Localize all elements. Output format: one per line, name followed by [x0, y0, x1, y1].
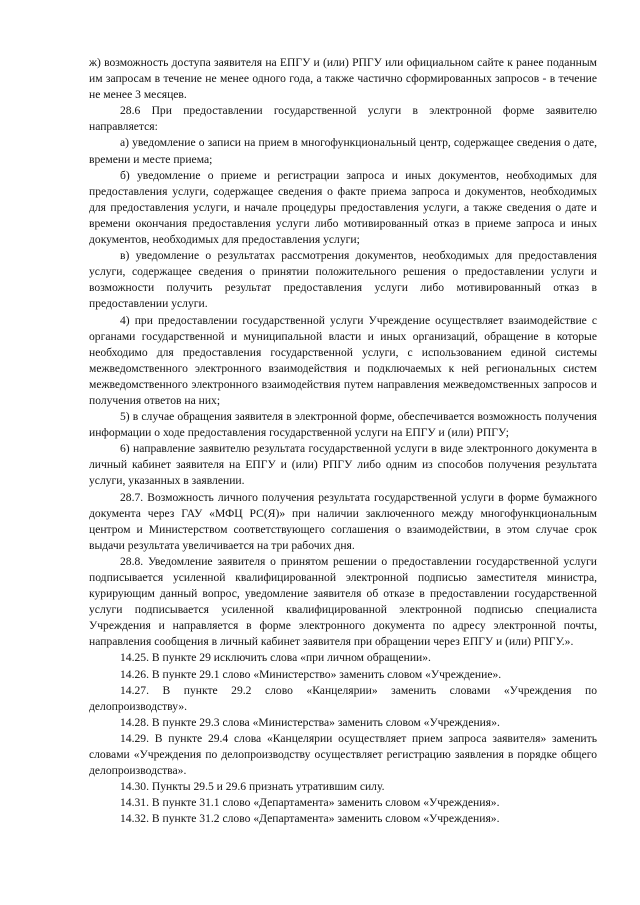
paragraph-item-4: 4) при предоставлении государственной услуги Учреждение осуществляет взаимодействие с органами государственной и муниципальной власти и иных организаций, обращение в которые необходимо для предоставления государственной услуги, с использованием единой системы межведомственного электронного взаимодействия и подключаемых к ней региональных систем межведомственного электронного взаимодействия путем направления межведомственных запросов и получения ответов на них;	[89, 313, 597, 407]
paragraph-28-6-b: б) уведомление о приеме и регистрации запроса и иных документов, необходимых для предоставления услуги, содержащее сведения о факте приема запроса и документов, необходимых для предоставления услуги, и начале процедуры предоставления услуги, а также сведения о дате и времени окончания предоставления услуги либо мотивированный отказ в приеме запроса и иных документов, необходимых для предоставления услуги;	[89, 168, 597, 247]
paragraph-14-28: 14.28. В пункте 29.3 слова «Министерства» заменить словом «Учреждения».	[120, 715, 500, 729]
paragraph-14-27: 14.27. В пункте 29.2 слово «Канцелярии» заменить словами «Учреждения по делопроизводству».	[89, 683, 597, 713]
paragraph-14-30: 14.30. Пункты 29.5 и 29.6 признать утратившим силу.	[120, 780, 385, 794]
paragraph-item-5: 5) в случае обращения заявителя в электронной форме, обеспечивается возможность получения информации о ходе предоставления государственной услуги на ЕПГУ и (или) РПГУ;	[89, 410, 597, 440]
paragraph-zh-access: ж) возможность доступа заявителя на ЕПГУ и (или) РПГУ или официальном сайте к ранее поданным им запросам в течение не менее одного года, а также частично сформированных запросов - в течение не менее 3 месяцев.	[89, 56, 597, 102]
paragraph-28-7: 28.7. Возможность личного получения результата государственной услуги в форме бумажного документа через ГАУ «МФЦ РС(Я)» при наличии заключенного между многофункциональным центром и Министерством соответствующего соглашения о взаимодействии, в этом случае срок выдачи результата увеличивается на три рабочих дня.	[89, 490, 597, 552]
paragraph-14-31: 14.31. В пункте 31.1 слово «Департамента» заменить словом «Учреждения».	[120, 796, 500, 810]
paragraph-14-32: 14.32. В пункте 31.2 слово «Департамента» заменить словом «Учреждения».	[120, 812, 500, 826]
paragraph-28-6-v: в) уведомление о результатах рассмотрения документов, необходимых для предоставления услуги, содержащее сведения о принятии положительного решения о предоставлении услуги и возможности получить результат предоставления услуги либо мотивированный отказ в предоставлении услуги.	[89, 249, 597, 311]
paragraph-item-6: 6) направление заявителю результата государственной услуги в виде электронного документа в личный кабинет заявителя на ЕПГУ и (или) РПГУ либо одним из способов получения результата услуги, указанных в заявлении.	[89, 442, 597, 488]
document-page	[89, 55, 597, 828]
paragraph-14-26: 14.26. В пункте 29.1 слово «Министерство» заменить словом «Учреждение».	[120, 667, 502, 681]
paragraph-28-6: 28.6 При предоставлении государственной услуги в электронной форме заявителю направляется:	[89, 104, 597, 134]
paragraph-14-25: 14.25. В пункте 29 исключить слова «при личном обращении».	[120, 651, 431, 665]
paragraph-28-6-a: а) уведомление о записи на прием в многофункциональный центр, содержащее сведения о дате, времени и месте приема;	[89, 136, 597, 166]
paragraph-28-8: 28.8. Уведомление заявителя о принятом решении о предоставлении государственной услуги подписывается усиленной квалифицированной электронной подписью заместителя министра, курирующим данный вопрос, уведомление заявителя об отказе в предоставлении государственной услуги подписывается усиленной квалифицированной электронной подписью специалиста Учреждения и направляется в форме электронного документа по адресу электронной почты, направления сообщения в личный кабинет заявителя при обращении через ЕПГУ и (или) РПГУ.».	[89, 554, 597, 649]
paragraph-14-29: 14.29. В пункте 29.4 слова «Канцелярии осуществляет прием запроса заявителя» заменить словами «Учреждения по делопроизводству осуществляет регистрацию заявления в порядке общего делопроизводства».	[89, 731, 597, 778]
